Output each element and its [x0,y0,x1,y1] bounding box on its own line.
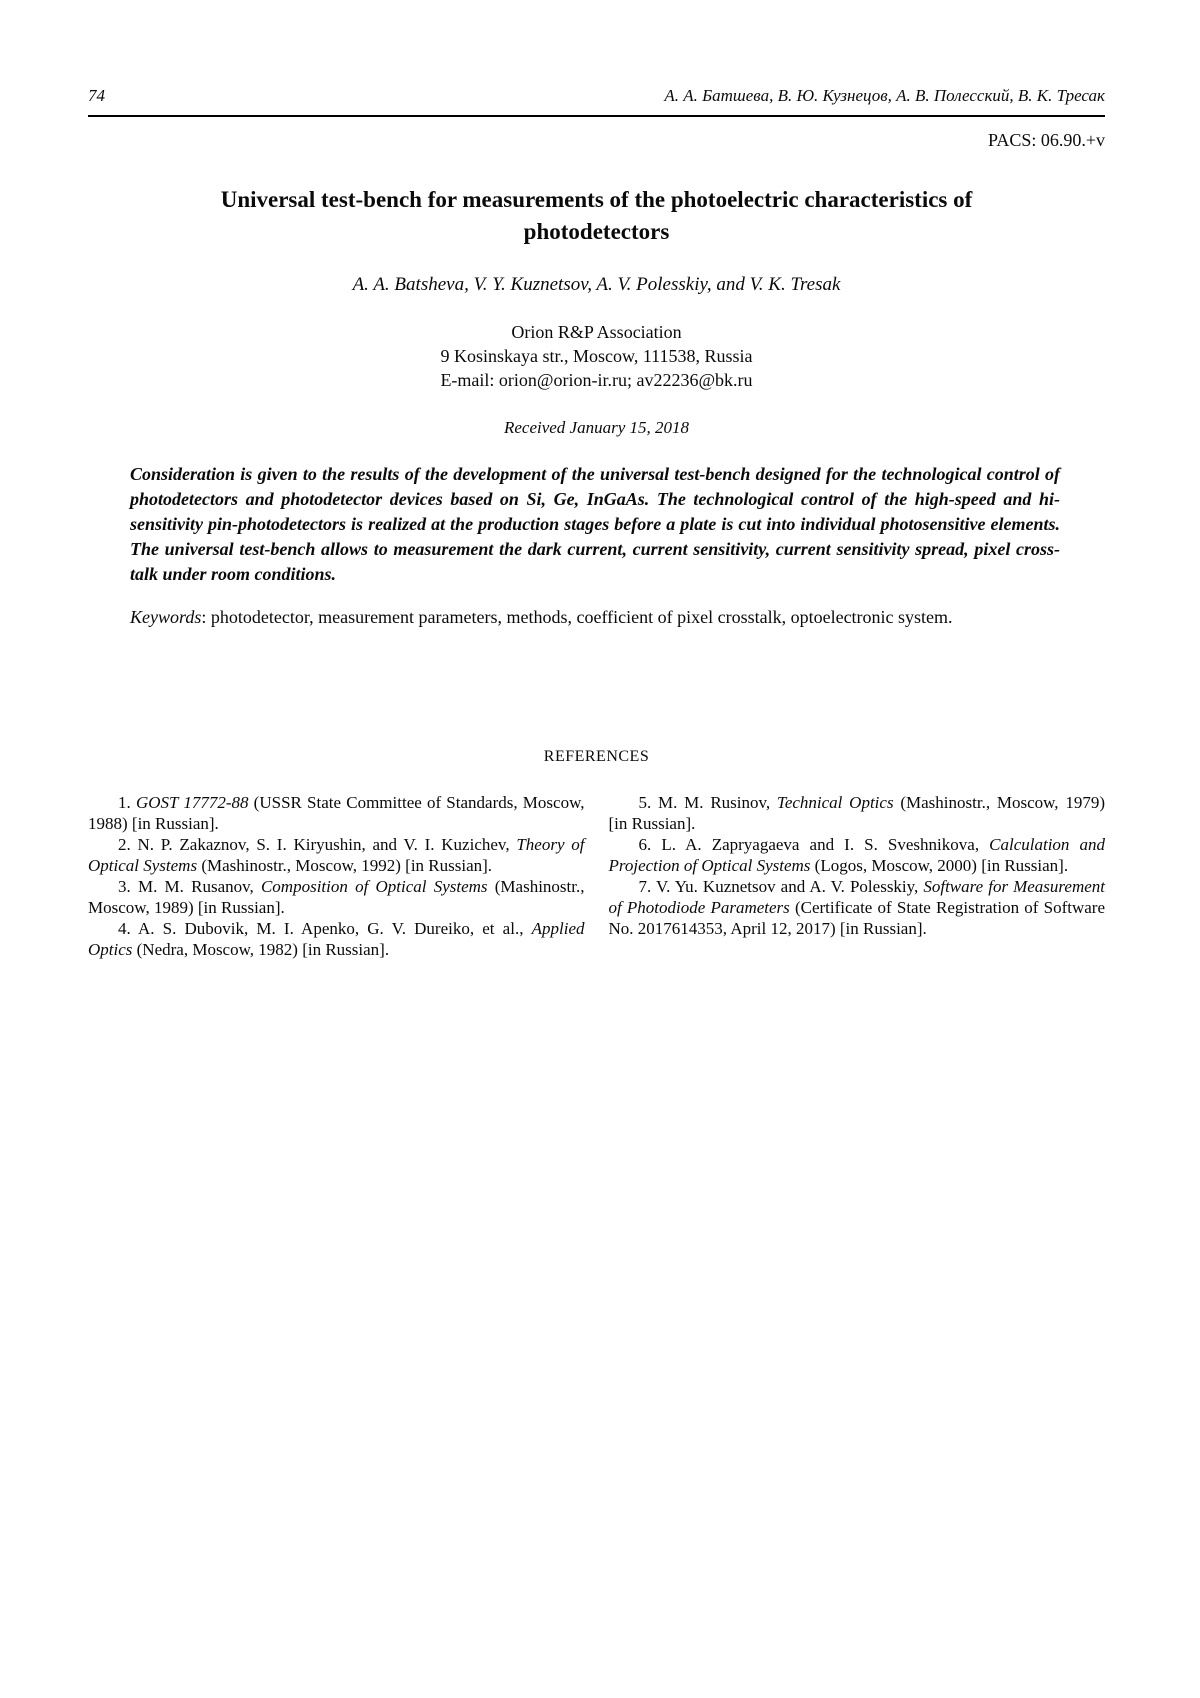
reference-title: Composition of Optical Systems [260,877,488,896]
received-date: Received January 15, 2018 [503,418,690,437]
reference-title: Calculation and Projection of Optical Systems [608,835,1105,875]
reference-text: 3. M. M. Rusanov, [118,877,261,896]
reference-text: 2. N. P. Zakaznov, S. I. Kiryushin, and V. I. Kuzichev, [118,835,517,854]
reference-text: (Mashinostr., Moscow, 1989) [in Russian]. [88,877,585,917]
reference-text: (Logos, Moscow, 2000) [in Russian]. [810,856,1069,875]
reference-item [609,834,1106,876]
reference-text: (USSR State Committee of Standards, Moscow, 1988) [in Russian]. [88,793,585,833]
reference-text: 4. A. S. Dubovik, M. I. Apenko, G. V. Dureiko, et al., [118,919,532,938]
author-list: A. A. Batsheva, V. Y. Kuznetsov, A. V. Polesskiy, and V. K. Tresak [352,274,841,295]
reference-text: 7. V. Yu. Kuznetsov and A. V. Polesskiy, [638,877,924,896]
abstract: Consideration is given to the results of the development of the universal test-bench designed for the technological control of photodetectors and photodetector devices based on Si, Ge, InGaAs. The technological control of the high-speed and hi-sensitivity pin-photodetectors is realized at the production stages before a plate is cut into individual photosensitive elements. The universal test-bench allows to measurement the dark current, current sensitivity, current sensitivity spread, pixel cross-talk under room conditions. [130,464,1060,584]
reference-title: Applied Optics [88,919,585,959]
reference-text: (Mashinostr., Moscow, 1992) [in Russian]. [197,856,493,875]
reference-text: 6. L. A. Zapryagaeva and I. S. Sveshnikova, [638,835,990,854]
keywords-label: Keywords [130,607,202,627]
reference-item [609,792,1106,834]
affiliation-address: 9 Kosinskaya str., Moscow, 111538, Russia [440,346,753,366]
reference-title: Theory of Optical Systems [88,835,585,875]
reference-text: (Certificate of State Registration of Software No. 2017614353, April 12, 2017) [in Russian]. [608,898,1106,938]
references-column-left [88,792,585,960]
reference-title: Technical Optics [776,793,894,812]
header-rule [88,115,1105,117]
pacs-code: PACS: 06.90.+v [987,130,1105,150]
references-heading: REFERENCES [543,748,650,765]
references [88,792,1105,960]
article-title: Universal test-bench for measurements of the photoelectric characteristics of photodetectors [220,187,973,244]
affiliation-name: Orion R&P Association [511,322,682,342]
running-head-authors: А. А. Батшева, В. Ю. Кузнецов, А. В. Полесский, В. К. Тресак [664,86,1105,105]
page-number: 74 [88,86,105,105]
reference-text: (Nedra, Moscow, 1982) [in Russian]. [132,940,390,959]
reference-item [609,876,1106,939]
keywords [130,605,1060,630]
reference-text: 1. [118,793,136,812]
reference-title: GOST 17772-88 [135,793,249,812]
reference-item [88,834,585,876]
affiliation-block [88,320,1105,392]
reference-item [88,876,585,918]
reference-item [88,792,585,834]
affiliation-email: E-mail: orion@orion-ir.ru; av22236@bk.ru [440,370,753,390]
references-column-right [609,792,1106,960]
reference-text: (Mashinostr., Moscow, 1979) [in Russian]. [608,793,1105,833]
reference-text: 5. M. M. Rusinov, [638,793,777,812]
reference-item [88,918,585,960]
reference-title: Software for Measurement of Photodiode Parameters [608,877,1106,917]
keywords-text: : photodetector, measurement parameters, methods, coefficient of pixel crosstalk, optoelectronic system. [201,607,953,627]
running-head [88,86,1105,106]
